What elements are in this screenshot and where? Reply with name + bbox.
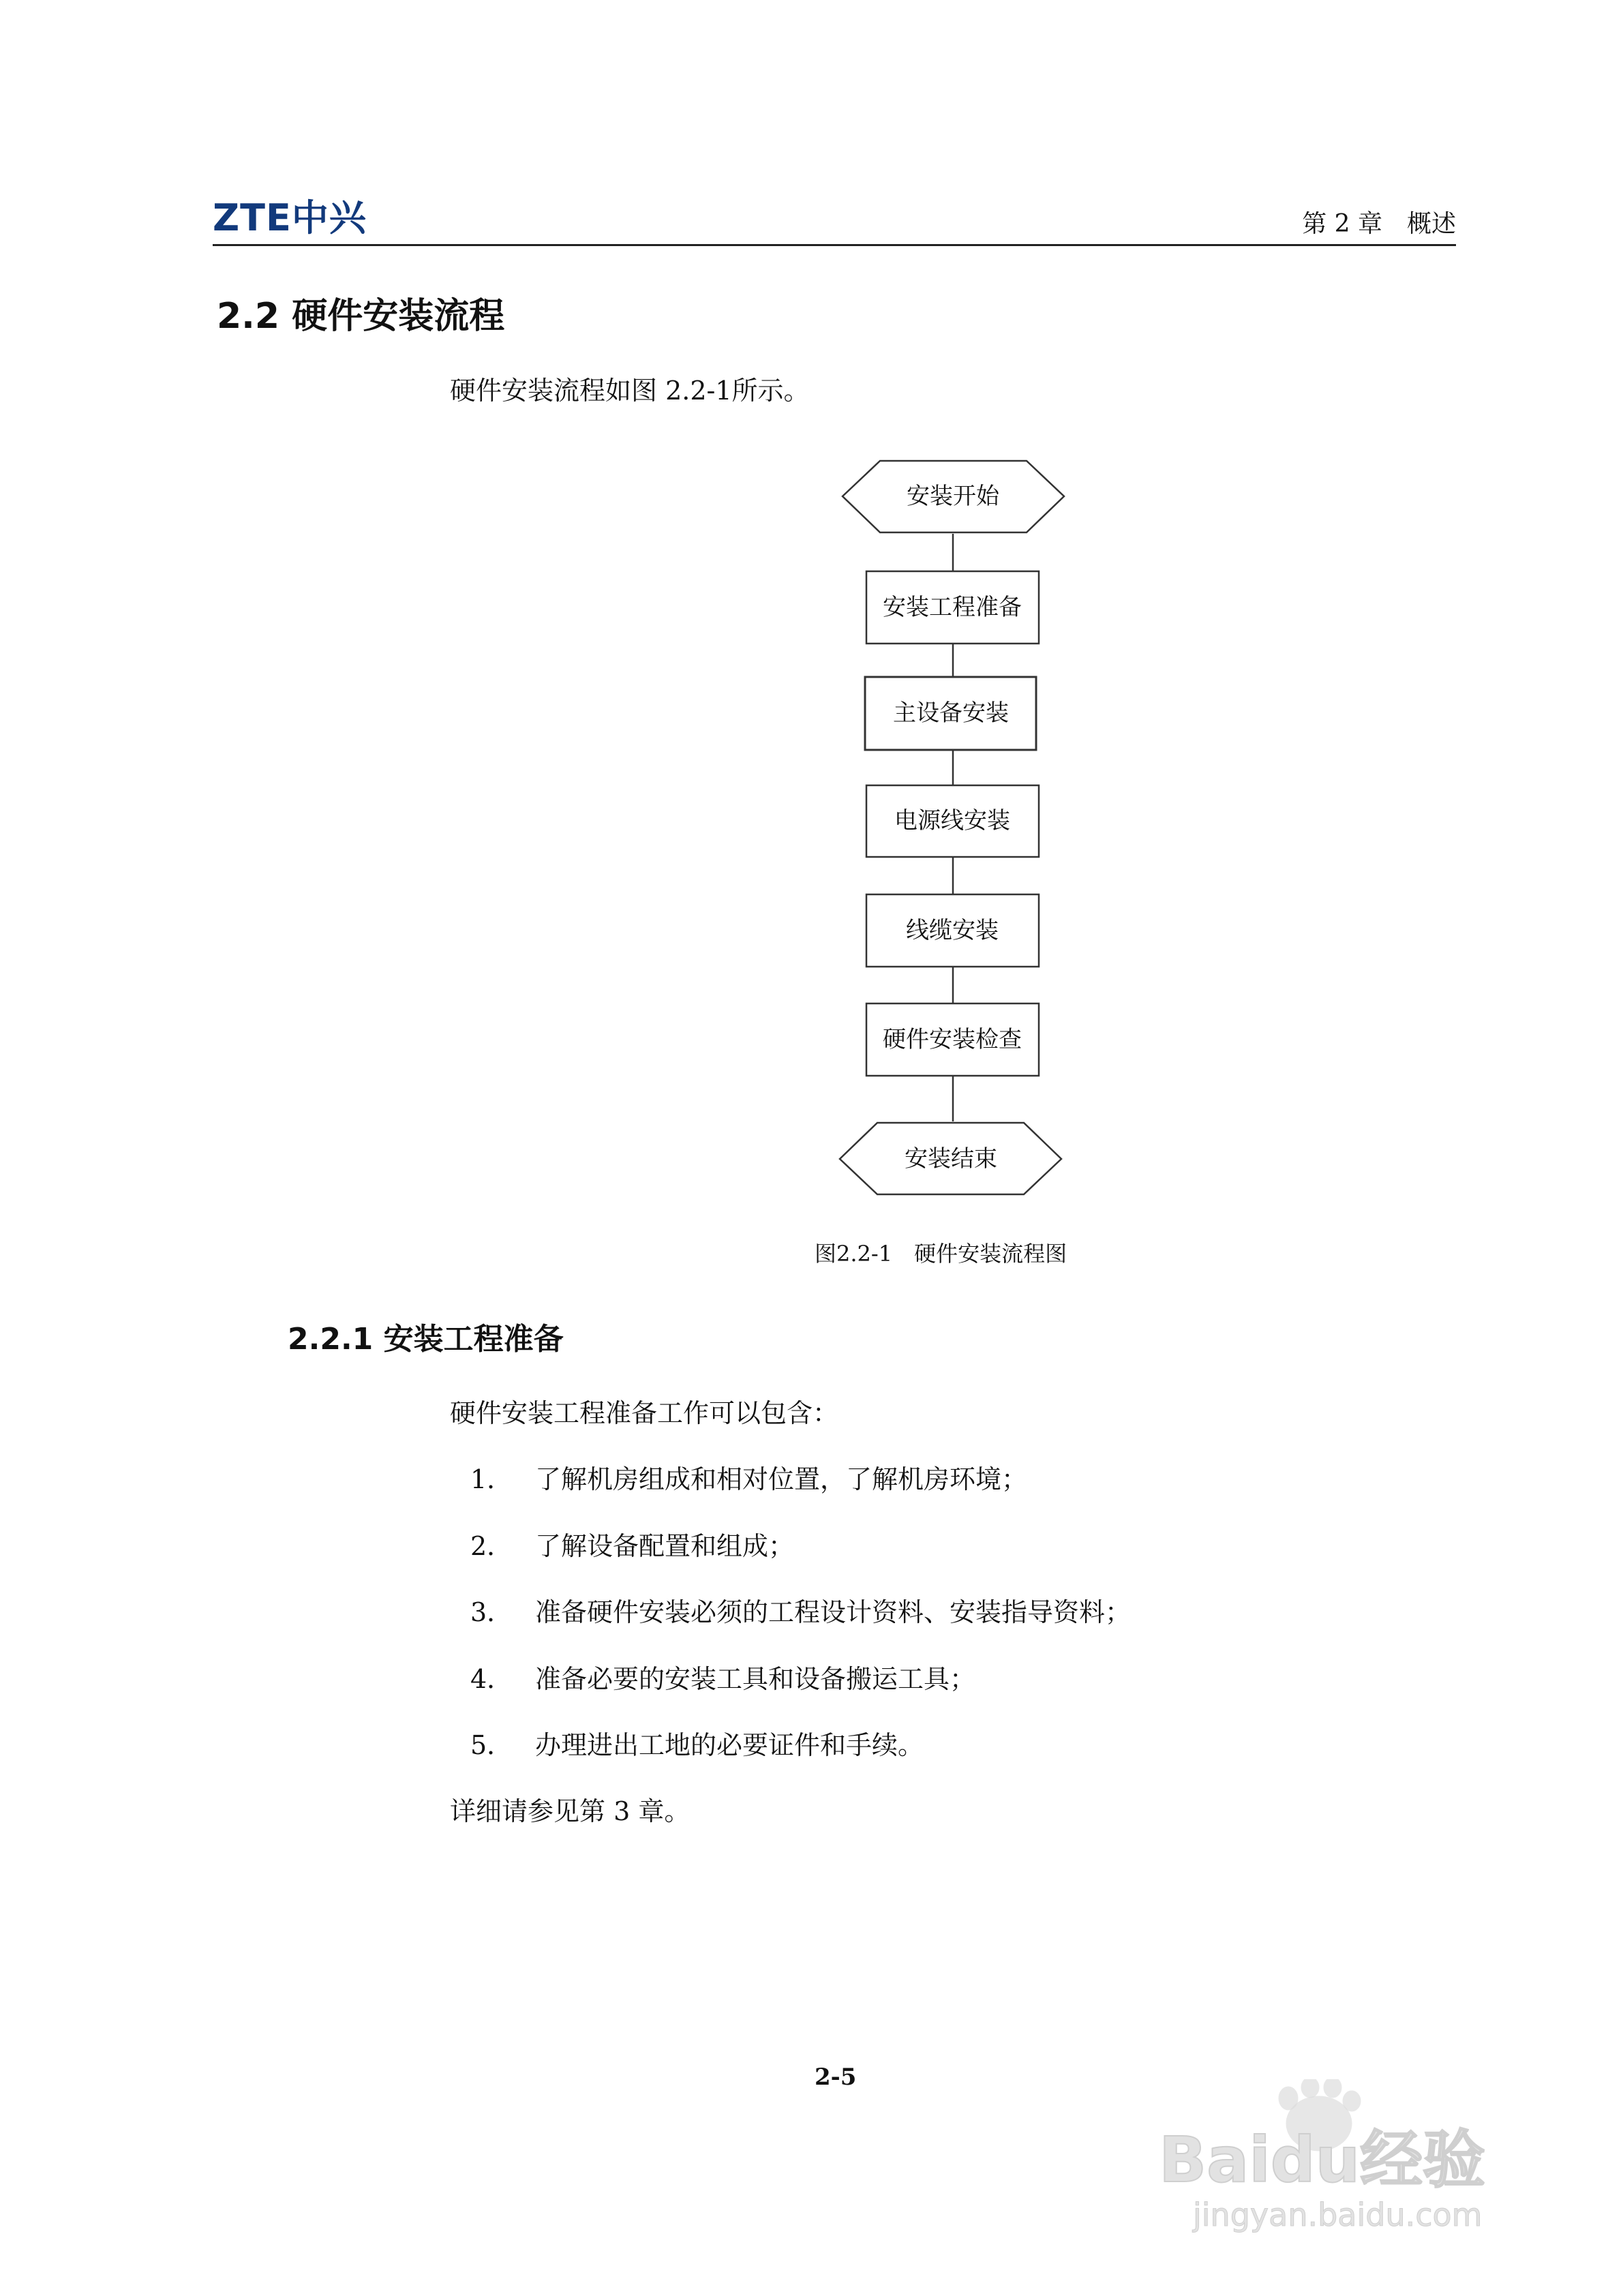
watermark-url: jingyan.baidu.com (1193, 2196, 1483, 2233)
reference-note: 详细请参见第 3 章。 (450, 1796, 691, 1826)
flow-step-label: 硬件安装检查 (883, 1026, 1022, 1053)
subsection-intro: 硬件安装工程准备工作可以包含： (450, 1398, 839, 1428)
list-item-number: 5． (470, 1730, 513, 1760)
figure-caption: 图2.2-1 硬件安装流程图 (815, 1241, 1067, 1267)
list-item (470, 1529, 794, 1563)
flow-step-label: 安装工程准备 (883, 594, 1022, 621)
flow-step-label: 主设备安装 (893, 699, 1009, 727)
flow-end-label: 安装结束 (905, 1145, 997, 1173)
company-logo: ZTE中兴 (213, 196, 367, 239)
list-item-text: 准备硬件安装必须的工程设计资料、安装指导资料； (535, 1597, 1132, 1627)
list-item-text: 了解设备配置和组成； (535, 1531, 795, 1561)
list-item (470, 1662, 975, 1696)
subsection-heading: 2.2.1 安装工程准备 (288, 1322, 564, 1357)
list-item (470, 1462, 1027, 1496)
list-item-number: 3． (470, 1597, 513, 1627)
list-item (470, 1728, 924, 1762)
section-heading: 2.2 硬件安装流程 (217, 296, 505, 337)
list-item-text: 准备必要的安装工具和设备搬运工具； (535, 1664, 976, 1694)
flow-start-label: 安装开始 (907, 483, 999, 510)
list-item-text: 办理进出工地的必要证件和手续。 (535, 1730, 924, 1760)
list-item-number: 1． (470, 1464, 513, 1494)
list-item (470, 1595, 1131, 1629)
chapter-title: 第 2 章 概述 (1302, 210, 1456, 238)
list-item-number: 2． (470, 1531, 513, 1561)
baidu-watermark (1152, 2079, 1534, 2236)
page-number: 2-5 (815, 2064, 857, 2091)
list-item-number: 4． (470, 1664, 513, 1694)
watermark-brand: Baidu经验 (1159, 2124, 1486, 2196)
section-intro: 硬件安装流程如图 2.2-1所示。 (450, 376, 810, 406)
flow-step-label: 线缆安装 (906, 917, 999, 944)
flow-step-label: 电源线安装 (894, 807, 1010, 834)
list-item-text: 了解机房组成和相对位置，了解机房环境； (535, 1464, 1028, 1494)
